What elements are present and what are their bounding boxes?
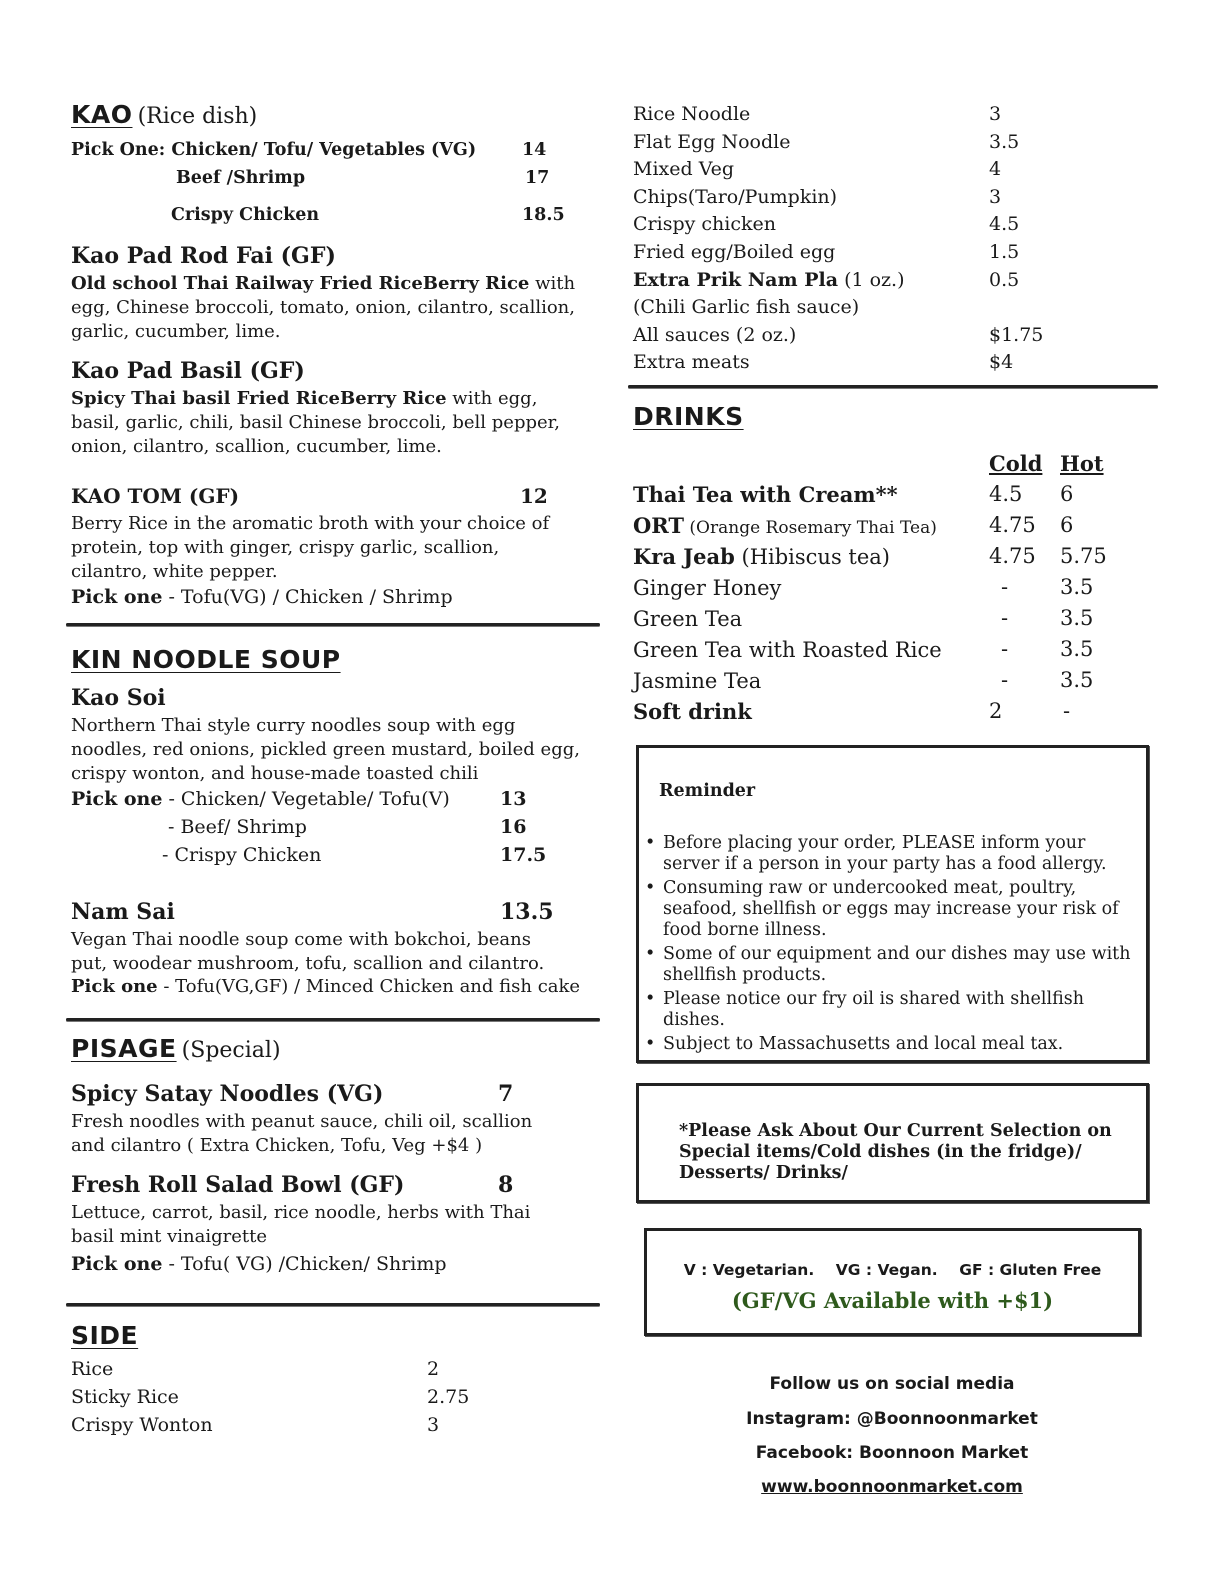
pick-label: Pick one (71, 1253, 163, 1275)
pick-label: Pick one (71, 976, 158, 997)
pick-label: Pick one (71, 788, 163, 810)
pick-text: - Chicken/ Vegetable/ Tofu(V) (162, 788, 450, 810)
extra-item-price: $4 (989, 351, 1014, 374)
kao-pad-rod-fai-desc (71, 272, 591, 344)
fresh-roll-pick (71, 1251, 447, 1278)
kao-tom-desc: Berry Rice in the aromatic broth with your choice of protein, top with ginger, crispy garlic, scallion, cilantro, white pepper. (71, 513, 550, 582)
drink-cold-price: - (1001, 606, 1009, 630)
section-divider (66, 1018, 600, 1021)
extra-item-price: 3 (989, 185, 1002, 208)
side-item-price: 2.75 (427, 1386, 470, 1408)
spicy-satay-title (71, 1081, 551, 1107)
nam-sai-name: Nam Sai (71, 899, 175, 925)
side-item-name: Rice (71, 1358, 114, 1380)
drink-hot-price: 6 (1060, 482, 1074, 506)
extra-item (633, 239, 1073, 267)
social-instagram: Instagram: @Boonnoonmarket (746, 1409, 1038, 1429)
drinks-row (633, 482, 1153, 512)
kao-pick-price: 18.5 (522, 205, 565, 225)
drink-cold-price: - (1001, 668, 1009, 692)
side-item-name: Sticky Rice (71, 1386, 179, 1408)
extra-item (633, 184, 1073, 212)
kao-pick-row-1 (71, 140, 551, 160)
legend-text: V : Vegetarian. VG : Vegan. GF : Gluten Free (683, 1261, 1102, 1279)
side-item (71, 1384, 491, 1412)
kao-pad-rod-fai-title: Kao Pad Rod Fai (GF) (71, 243, 336, 269)
kao-soi-price: 13 (500, 788, 527, 810)
kao-soi-title: Kao Soi (71, 685, 166, 711)
desc-rest: with egg, Chinese broccoli, tomato, onion, cilantro, scallion, garlic, cucumber, lime. (71, 273, 576, 342)
drink-name-bold: Soft drink (633, 699, 752, 724)
legend-available: (GF/VG Available with +$1) (731, 1288, 1054, 1313)
kao-soi-price: 17.5 (500, 844, 547, 866)
legend-box (644, 1228, 1141, 1336)
drink-name-rest: (Orange Rosemary Thai Tea) (684, 518, 937, 538)
drinks-row (633, 606, 1153, 636)
extras-list (633, 101, 1073, 377)
drinks-col-hot: Hot (1060, 451, 1104, 476)
website-link[interactable]: www.boonnoonmarket.com (761, 1477, 1023, 1497)
extra-item-price: 0.5 (989, 268, 1020, 291)
drink-hot-price: - (1063, 699, 1071, 723)
side-list (71, 1356, 491, 1440)
section-divider (66, 1303, 600, 1306)
extra-item-name: Chips(Taro/Pumpkin) (633, 185, 838, 208)
extra-item-price: $1.75 (989, 323, 1044, 346)
drink-cold-price: 4.75 (989, 513, 1036, 537)
satay-price: 7 (498, 1081, 514, 1107)
satay-name: Spicy Satay Noodles (VG) (71, 1081, 384, 1107)
drink-cold-price: - (1001, 637, 1009, 661)
extra-item (633, 349, 1073, 377)
drink-name-rest: Green Tea (633, 607, 743, 631)
kin-noodle-soup-title: KIN NOODLE SOUP (71, 645, 341, 674)
drink-name-bold: Thai Tea with Cream** (633, 482, 898, 507)
side-title: SIDE (71, 1321, 139, 1350)
extra-item-name: Rice Noodle (633, 103, 751, 125)
drinks-col-cold: Cold (989, 451, 1043, 476)
drink-hot-price: 3.5 (1060, 668, 1094, 692)
desc-bold: Old school Thai Railway Fried RiceBerry Rice (71, 273, 530, 294)
kao-pick-price: 17 (525, 168, 550, 188)
side-item-price: 2 (427, 1358, 440, 1380)
extra-item (633, 322, 1073, 350)
kao-soi-desc: Northern Thai style curry noodles soup with egg noodles, red onions, pickled green mustard, boiled egg, crispy wonton, and house-made toasted chili (71, 715, 580, 784)
side-item (71, 1412, 491, 1440)
extra-item-price: 3.5 (989, 130, 1020, 153)
extra-item (633, 267, 1073, 295)
kao-subtitle: (Rice dish) (137, 104, 258, 129)
drinks-row (633, 575, 1153, 605)
kao-pick-label: Beef /Shrimp (176, 168, 306, 188)
drink-hot-price: 3.5 (1060, 575, 1094, 599)
nam-sai-pick (71, 975, 580, 999)
drink-cold-price: 4.75 (989, 544, 1036, 568)
nam-sai-desc: Vegan Thai noodle soup come with bokchoi, beans put, woodear mushroom, tofu, scallion and cilantro. (71, 929, 545, 974)
extra-item-name-rest: (1 oz.) (838, 268, 905, 291)
pick-text: - Tofu(VG,GF) / Minced Chicken and fish cake (157, 976, 581, 997)
reminder-title: Reminder (659, 781, 756, 801)
kao-pad-basil-title: Kao Pad Basil (GF) (71, 358, 305, 384)
extra-item (633, 129, 1073, 157)
kao-soi-pick-row-3 (162, 842, 562, 869)
side-item (71, 1356, 491, 1384)
reminder-item: • Some of our equipment and our dishes may use with shellfish products. (643, 944, 1143, 986)
pisage-title: PISAGE (71, 1034, 177, 1063)
drinks-row (633, 699, 1153, 729)
extra-item-name: Fried egg/Boiled egg (633, 240, 836, 263)
side-item-name: Crispy Wonton (71, 1414, 213, 1436)
kao-pad-basil-desc (71, 387, 571, 459)
extra-item-name: Crispy chicken (633, 213, 776, 236)
pick-text: - Tofu(VG) / Chicken / Shrimp (162, 586, 453, 608)
reminder-item: • Consuming raw or undercooked meat, poultry, seafood, shellfish or eggs may increase your risk of food borne illness. (643, 878, 1143, 941)
section-divider (628, 385, 1158, 388)
extra-item-name: All sauces (2 oz.) (633, 323, 797, 346)
kao-section-title (71, 100, 257, 129)
drinks-row (633, 637, 1153, 667)
drink-hot-price: 3.5 (1060, 637, 1094, 661)
drinks-title: DRINKS (633, 402, 744, 431)
drinks-table (633, 451, 1153, 731)
reminder-item: • Before placing your order, PLEASE inform your server if a person in your party has a food allergy. (643, 833, 1143, 875)
kao-pick-price: 14 (522, 140, 547, 160)
kao-soi-pick-row-2 (168, 814, 568, 841)
extra-item (633, 211, 1073, 239)
reminder-item: • Subject to Massachusetts and local meal tax. (643, 1034, 1143, 1055)
extra-item-name: Mixed Veg (633, 158, 735, 181)
kao-tom-pick (71, 584, 453, 611)
drinks-row (633, 544, 1153, 574)
kao-pick-label: Crispy Chicken (171, 205, 320, 225)
kao-soi-pick-row-1 (71, 786, 551, 813)
drink-name-rest: (Hibiscus tea) (734, 545, 890, 569)
drink-hot-price: 5.75 (1060, 544, 1107, 568)
drink-name-rest: Ginger Honey (633, 576, 782, 600)
pick-text: - Beef/ Shrimp (168, 816, 307, 838)
drink-cold-price: 4.5 (989, 482, 1023, 506)
kao-tom-price: 12 (520, 484, 548, 508)
drink-hot-price: 6 (1060, 513, 1074, 537)
pick-text: - Tofu( VG) /Chicken/ Shrimp (162, 1253, 447, 1275)
drink-cold-price: - (1001, 575, 1009, 599)
kao-pick-row-3 (171, 205, 571, 225)
ask-note-text: *Please Ask About Our Current Selection on Special items/Cold dishes (in the fridge)/ Desserts/ Drinks/ (679, 1121, 1112, 1183)
extra-item (633, 101, 1073, 129)
ask-note-box (636, 1083, 1149, 1203)
desc-bold: Spicy Thai basil Fried RiceBerry Rice (71, 388, 447, 409)
fresh-roll-title (71, 1172, 551, 1198)
drinks-row (633, 513, 1153, 543)
drink-name-bold: ORT (633, 513, 685, 538)
extra-item-price: 4 (989, 158, 1002, 181)
section-divider (66, 623, 600, 626)
spicy-satay-desc: Fresh noodles with peanut sauce, chili oil, scallion and cilantro ( Extra Chicken, Tofu, Veg +$4 ) (71, 1111, 533, 1156)
pisage-section-title (71, 1034, 281, 1063)
kao-pick-row-2 (176, 168, 556, 188)
kao-pick-label: Pick One: Chicken/ Tofu/ Vegetables (VG) (71, 140, 477, 160)
drinks-row (633, 668, 1153, 698)
drink-name-rest: Green Tea with Roasted Rice (633, 638, 942, 662)
reminder-item: • Please notice our fry oil is shared with shellfish dishes. (643, 989, 1143, 1031)
extra-item (633, 156, 1073, 184)
drink-hot-price: 3.5 (1060, 606, 1094, 630)
reminder-box (636, 745, 1149, 1063)
pisage-subtitle: (Special) (181, 1038, 281, 1063)
kao-tom-name: KAO TOM (GF) (71, 484, 240, 508)
extra-item-name-bold: Extra Prik Nam Pla (633, 268, 839, 291)
extra-item-name: Extra meats (633, 351, 750, 374)
social-facebook: Facebook: Boonnoon Market (755, 1443, 1029, 1463)
social-follow: Follow us on social media (769, 1374, 1015, 1394)
extra-item-note: (Chili Garlic fish sauce) (633, 296, 860, 319)
kao-tom-title (71, 484, 551, 508)
drink-cold-price: 2 (989, 699, 1003, 723)
kao-soi-price: 16 (500, 816, 527, 838)
fresh-roll-name: Fresh Roll Salad Bowl (GF) (71, 1172, 405, 1198)
kao-title: KAO (71, 100, 133, 129)
fresh-roll-price: 8 (498, 1172, 514, 1198)
fresh-roll-desc: Lettuce, carrot, basil, rice noodle, herbs with Thai basil mint vinaigrette (71, 1202, 531, 1247)
desc-rest: with egg, basil, garlic, chili, basil Chinese broccoli, bell pepper, onion, cilantro, scallion, cucumber, lime. (71, 388, 560, 457)
nam-sai-title (71, 899, 554, 925)
reminder-list (643, 833, 1143, 1058)
pick-text: - Crispy Chicken (162, 844, 322, 866)
extra-item-price: 1.5 (989, 240, 1020, 263)
extra-item-price: 4.5 (989, 213, 1020, 236)
pick-label: Pick one (71, 586, 163, 608)
drink-name-rest: Jasmine Tea (633, 669, 762, 693)
nam-sai-price: 13.5 (500, 899, 554, 925)
drinks-header-row (633, 451, 1153, 481)
drink-name-bold: Kra Jeab (633, 544, 735, 569)
side-item-price: 3 (427, 1414, 440, 1436)
extra-item-name: Flat Egg Noodle (633, 130, 791, 153)
extra-item-price: 3 (989, 103, 1002, 125)
